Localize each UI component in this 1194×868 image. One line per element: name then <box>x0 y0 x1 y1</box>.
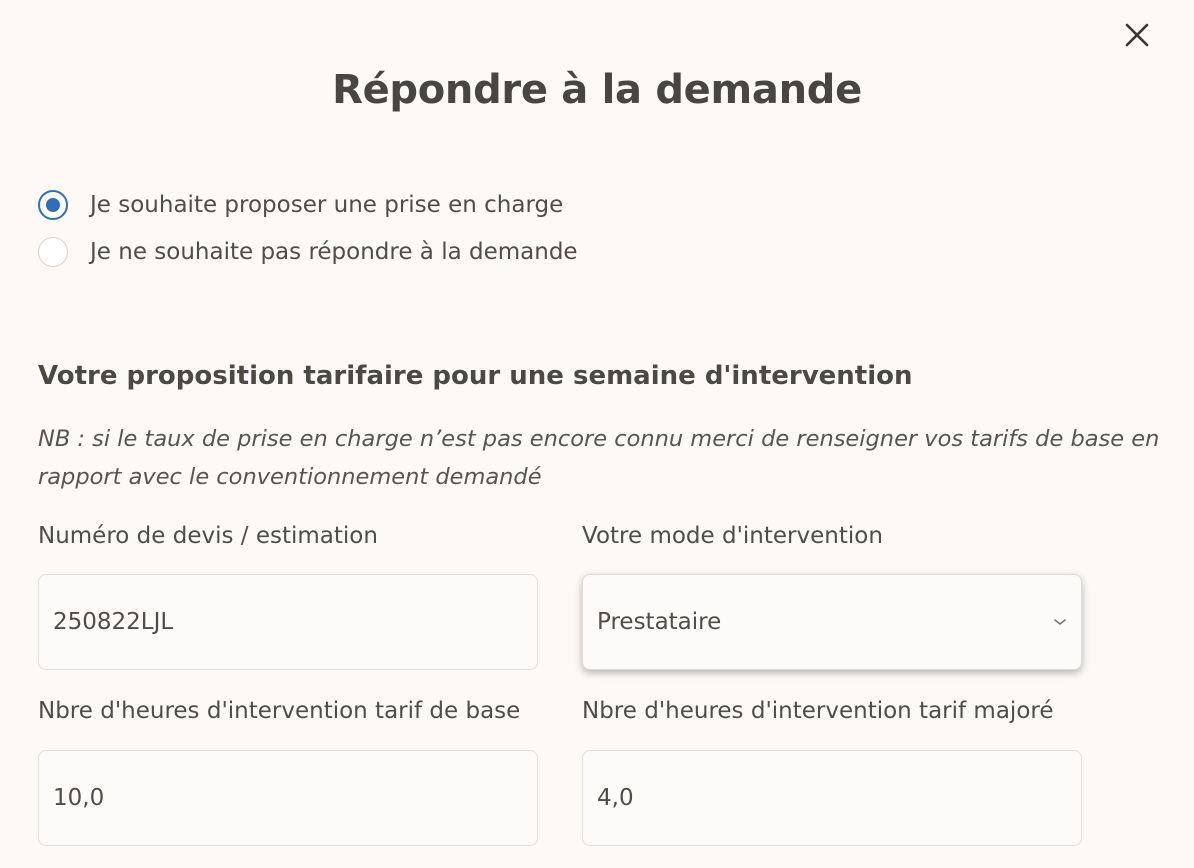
pricing-section-title: Votre proposition tarifaire pour une semaine d'intervention <box>38 361 913 391</box>
radio-button-decline[interactable] <box>38 237 68 267</box>
increased-hours-input[interactable] <box>582 750 1082 846</box>
pricing-note: NB : si le taux de prise en charge n’est pas encore connu merci de renseigner vos tarifs de base en rapport avec le conventionnement demandé <box>38 426 1160 490</box>
radio-option-propose[interactable] <box>38 188 563 222</box>
radio-label-propose: Je souhaite proposer une prise en charge <box>90 192 564 218</box>
close-icon <box>1118 16 1156 54</box>
intervention-mode-label: Votre mode d'intervention <box>582 523 883 549</box>
chevron-down-icon <box>1053 617 1067 627</box>
modal-title: Répondre à la demande <box>332 67 862 113</box>
quote-number-input[interactable] <box>38 574 538 670</box>
radio-option-decline[interactable] <box>38 235 578 269</box>
increased-hours-label: Nbre d'heures d'intervention tarif majoré <box>582 698 1054 724</box>
intervention-mode-value: Prestataire <box>597 609 722 635</box>
base-hours-label: Nbre d'heures d'intervention tarif de base <box>38 698 521 724</box>
quote-number-label: Numéro de devis / estimation <box>38 523 378 549</box>
close-button[interactable] <box>1118 16 1156 54</box>
radio-label-decline: Je ne souhaite pas répondre à la demande <box>90 239 578 265</box>
base-hours-input[interactable] <box>38 750 538 846</box>
intervention-mode-select[interactable] <box>582 574 1082 670</box>
radio-button-propose[interactable] <box>38 190 68 220</box>
